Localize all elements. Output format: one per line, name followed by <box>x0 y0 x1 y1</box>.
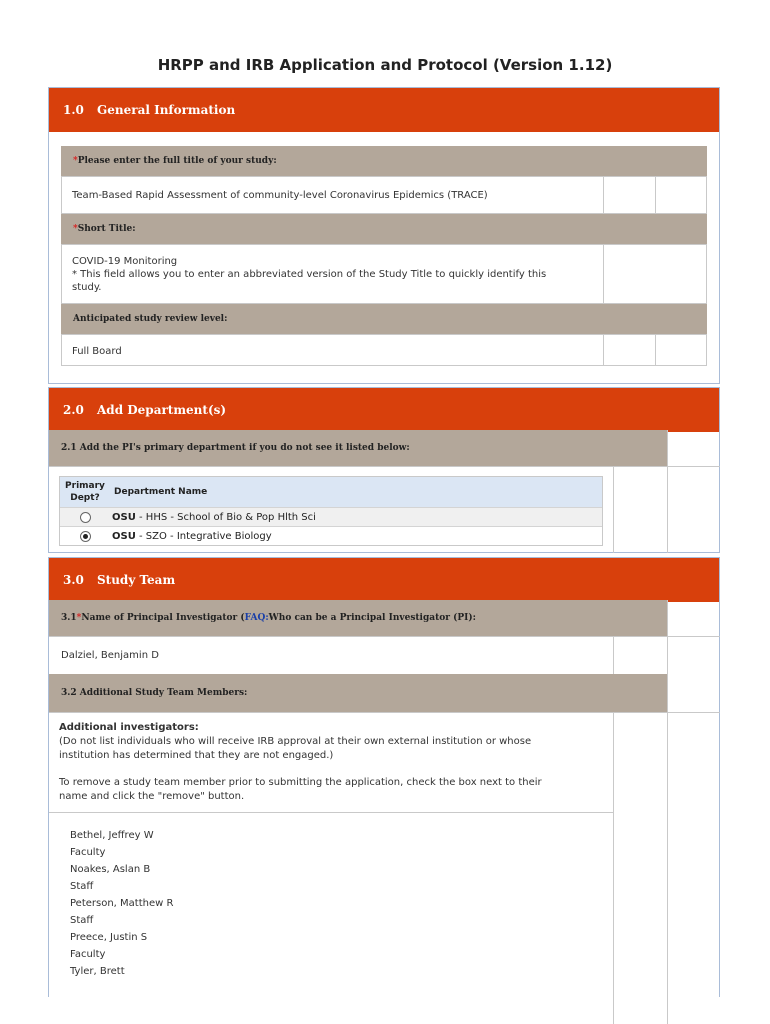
department-row <box>60 507 602 526</box>
row-divider <box>49 636 720 637</box>
section-heading: Add Department(s) <box>97 403 227 417</box>
team-member-name: Noakes, Aslan B <box>70 864 151 875</box>
primary-dept-header <box>60 480 110 504</box>
question-label: Anticipated study review level: <box>73 314 228 324</box>
full-title-field[interactable] <box>61 176 707 214</box>
question-label: Please enter the full title of your study: <box>77 156 277 166</box>
cell-divider <box>613 636 614 674</box>
department-name <box>110 512 316 523</box>
row-divider <box>49 466 720 467</box>
section-number: 1.0 <box>63 103 84 117</box>
required-marker: * <box>76 613 82 623</box>
question-label: 3.2 Additional Study Team Members: <box>61 688 248 698</box>
team-member-role: Staff <box>70 881 94 892</box>
question-label: Name of Principal Investigator ( <box>81 613 245 623</box>
department-row <box>60 526 602 545</box>
section-header <box>49 388 719 432</box>
review-level-value: Full Board <box>72 346 122 357</box>
page-title: HRPP and IRB Application and Protocol (Version 1.12) <box>157 56 613 74</box>
remove-instructions-1: To remove a study team member prior to submitting the application, check the box next to their <box>59 777 542 788</box>
section-header <box>49 558 719 602</box>
primary-dept-radio[interactable] <box>80 512 91 523</box>
cell-divider <box>613 466 614 553</box>
department-detail: - SZO - Integrative Biology <box>135 530 272 542</box>
section-header <box>49 88 719 132</box>
question-additional-members <box>49 674 667 712</box>
department-table <box>59 476 603 546</box>
question-number: 3.1 <box>61 613 77 623</box>
question-full-title <box>61 146 707 176</box>
review-level-field[interactable] <box>61 334 707 366</box>
department-org: OSU <box>112 511 136 523</box>
cell-divider <box>655 334 656 366</box>
team-member-name: Tyler, Brett <box>70 966 125 977</box>
section-heading: General Information <box>97 103 236 117</box>
question-add-department <box>49 430 667 466</box>
dept-name-header: Department Name <box>114 487 208 497</box>
question-short-title <box>61 214 707 244</box>
cell-divider <box>613 712 614 1024</box>
team-member-role: Faculty <box>70 847 106 858</box>
cell-divider <box>603 334 604 366</box>
team-member-name: Bethel, Jeffrey W <box>70 830 154 841</box>
pi-name-value: Dalziel, Benjamin D <box>61 650 159 661</box>
department-table-header <box>60 477 602 507</box>
additional-investigators-heading: Additional investigators: <box>59 722 199 733</box>
team-member-role: Faculty <box>70 949 106 960</box>
question-review-level <box>61 304 707 334</box>
cell-divider <box>655 176 656 214</box>
cell-divider <box>603 244 604 304</box>
faq-link[interactable]: FAQ: <box>244 613 269 623</box>
short-title-help: * This field allows you to enter an abbreviated version of the Study Title to quickly identify this <box>72 269 547 280</box>
row-divider <box>49 712 720 713</box>
department-detail: - HHS - School of Bio & Pop Hlth Sci <box>135 511 316 523</box>
question-label: 2.1 Add the PI's primary department if you do not see it listed below: <box>61 443 410 453</box>
row-divider <box>49 812 613 813</box>
section-number: 3.0 <box>63 573 84 587</box>
team-member-name: Preece, Justin S <box>70 932 148 943</box>
remove-instructions-2: name and click the "remove" button. <box>59 791 245 802</box>
question-label-rest: Who can be a Principal Investigator (PI): <box>268 613 476 623</box>
primary-dept-radio-selected[interactable] <box>80 531 91 542</box>
additional-instructions-2: institution has determined that they are not engaged.) <box>59 750 334 761</box>
team-member-name: Peterson, Matthew R <box>70 898 174 909</box>
question-label: Short Title: <box>77 224 136 234</box>
required-marker: * <box>73 156 78 166</box>
cell-divider <box>667 600 668 1024</box>
question-principal-investigator <box>49 600 667 636</box>
short-title-value: COVID-19 Monitoring <box>72 256 178 267</box>
section-number: 2.0 <box>63 403 84 417</box>
cell-divider <box>603 176 604 214</box>
required-marker: * <box>73 224 78 234</box>
header-label: Dept? <box>70 493 100 503</box>
cell-divider <box>667 430 668 553</box>
short-title-help-2: study. <box>72 282 102 293</box>
department-name <box>110 531 272 542</box>
header-label: Primary <box>65 481 105 491</box>
section-heading: Study Team <box>97 573 176 587</box>
team-member-role: Staff <box>70 915 94 926</box>
department-org: OSU <box>112 530 136 542</box>
additional-instructions-1: (Do not list individuals who will receive IRB approval at their own external institution or whose <box>59 736 532 747</box>
full-title-value: Team-Based Rapid Assessment of community-level Coronavirus Epidemics (TRACE) <box>72 190 488 201</box>
short-title-field[interactable] <box>61 244 707 304</box>
